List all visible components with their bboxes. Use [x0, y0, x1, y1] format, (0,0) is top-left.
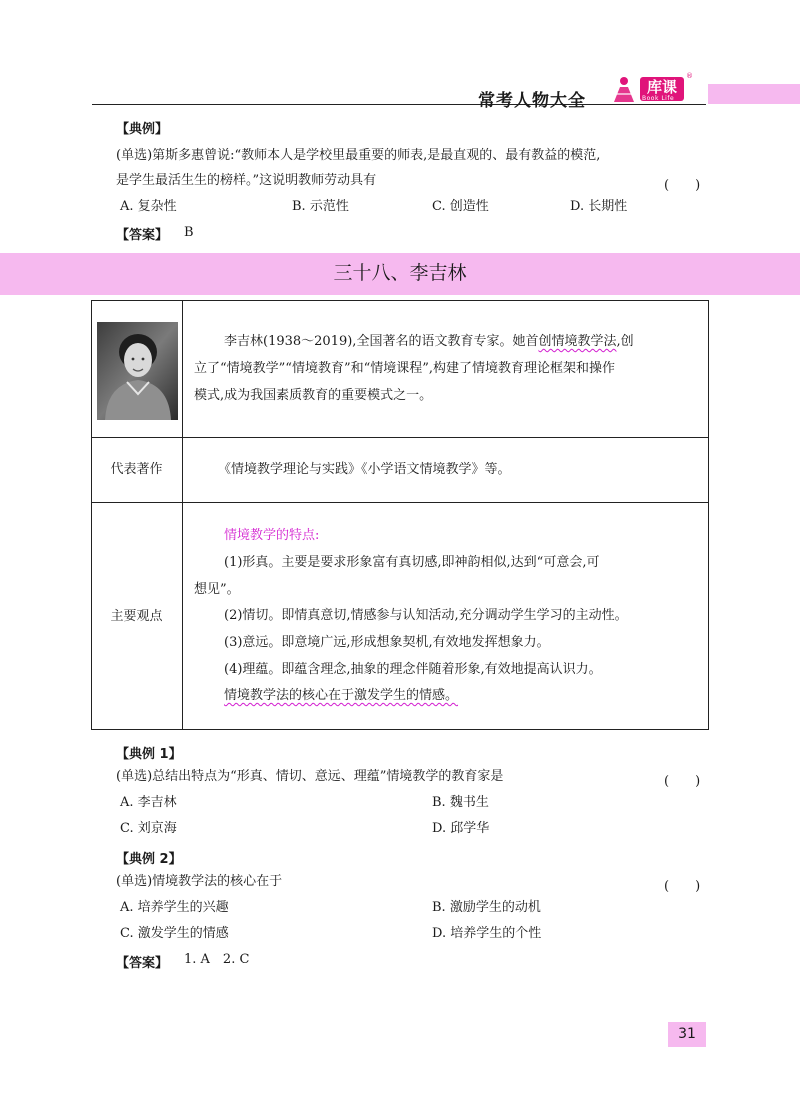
brand-logo	[606, 72, 706, 106]
logo-registered-mark: ®	[686, 72, 693, 80]
header-title: 常考人物大全	[478, 91, 586, 111]
example-2-option-d: D. 培养学生的个性	[432, 926, 542, 941]
table-row-divider	[91, 437, 709, 438]
example-1-option-a: A. 李吉林	[120, 795, 177, 810]
example-2-tag: 【典例 2】	[116, 852, 182, 867]
answer-blank: ( )	[664, 178, 701, 193]
views-label: 主要观点	[110, 609, 163, 624]
example-2-option-c: C. 激发学生的情感	[120, 926, 229, 941]
option-d: D. 长期性	[570, 199, 628, 214]
bio-line-2: 立了“情境教学”“情境教育”和“情境课程”,构建了情境教育理论框架和操作	[194, 361, 616, 376]
bio-line-3: 模式,成为我国素质教育的重要模式之一。	[194, 388, 433, 403]
example-1-option-b: B. 魏书生	[432, 795, 489, 810]
example-tag: 【典例】	[116, 122, 169, 137]
answers-tag: 【答案】	[116, 956, 169, 971]
option-a: A. 复杂性	[120, 199, 177, 214]
table-row-divider	[91, 502, 709, 503]
option-c: C. 创造性	[432, 199, 489, 214]
example-1-option-c: C. 刘京海	[120, 821, 177, 836]
example-1-tag: 【典例 1】	[116, 747, 182, 762]
header-accent-bar	[708, 84, 800, 104]
view-3: (3)意远。即意境广远,形成想象契机,有效地发挥想象力。	[224, 635, 550, 650]
view-4: (4)理蕴。即蕴含理念,抽象的理念伴随着形象,有效地提高认识力。	[224, 662, 602, 677]
views-core	[224, 683, 458, 708]
portrait-photo	[97, 322, 178, 420]
example-question-line-1: (单选)第斯多惠曾说:“教师本人是学校里最重要的师表,是最直观的、最有教益的模范,	[116, 148, 601, 163]
page-number: 31	[678, 1026, 696, 1042]
example-1-option-d: D. 邱学华	[432, 821, 490, 836]
example-1-answer-blank: ( )	[664, 774, 701, 789]
answer-value: B	[184, 225, 194, 240]
view-2: (2)情切。即情真意切,情感参与认知活动,充分调动学生学习的主动性。	[224, 608, 628, 623]
example-2-option-a: A. 培养学生的兴趣	[120, 900, 229, 915]
example-1-question: (单选)总结出特点为“形真、情切、意远、理蕴”情境教学的教育家是	[116, 769, 504, 784]
example-2-question: (单选)情境教学法的核心在于	[116, 874, 283, 889]
bio-highlight: 创情境教学法	[538, 334, 617, 349]
works-text: 《情境教学理论与实践》《小学语文情境教学》等。	[218, 462, 511, 477]
answer-tag: 【答案】	[116, 228, 169, 243]
logo-subtext: Book Life	[642, 95, 675, 102]
example-question-line-2: 是学生最活生生的榜样。”这说明教师劳动具有	[116, 173, 377, 188]
views-core-text: 情境教学法的核心在于激发学生的情感。	[224, 688, 459, 703]
view-1-line-2: 想见”。	[194, 582, 240, 597]
view-1-line-1: (1)形真。主要是要求形象富有真切感,即神韵相似,达到“可意会,可	[224, 555, 600, 570]
table-column-divider	[182, 300, 183, 730]
views-heading: 情境教学的特点:	[224, 528, 320, 543]
logo-wordmark: 库课	[640, 77, 684, 101]
works-label: 代表著作	[110, 462, 163, 477]
section-title: 三十八、李吉林	[333, 262, 467, 284]
bio-line-1	[224, 329, 634, 354]
answers-text: 1. A 2. C	[184, 952, 250, 967]
example-2-option-b: B. 激励学生的动机	[432, 900, 541, 915]
bio-line-1-end: ,创	[616, 334, 634, 349]
bio-line-1-start: 李吉林(1938～2019),全国著名的语文教育专家。她首	[224, 334, 539, 349]
logo-figure-icon	[608, 74, 638, 104]
example-2-answer-blank: ( )	[664, 879, 701, 894]
option-b: B. 示范性	[292, 199, 349, 214]
